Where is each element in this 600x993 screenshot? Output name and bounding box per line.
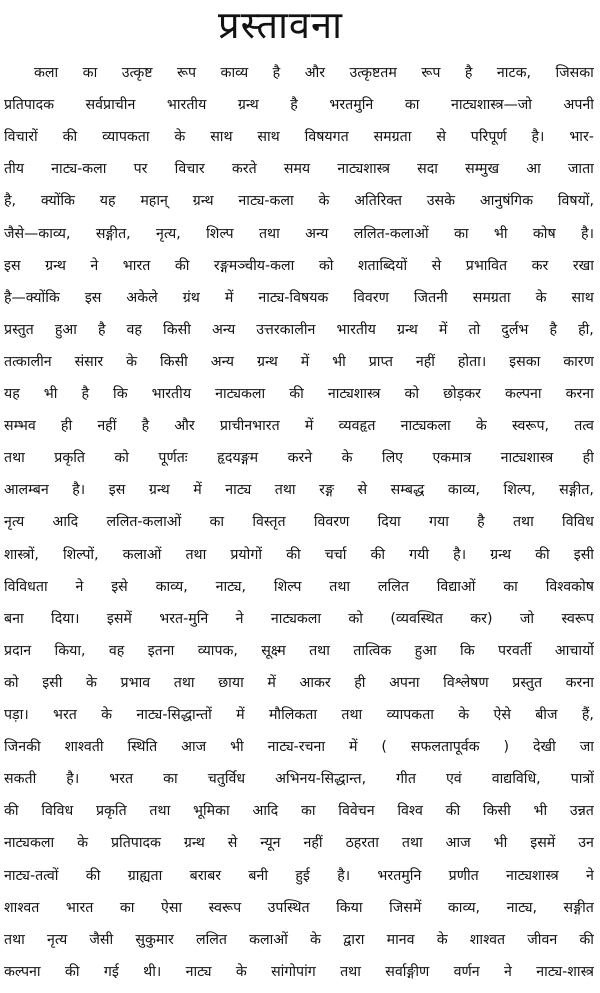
text-line: इस ग्रन्थ ने भारत की रङ्गमञ्चीय-कला को शताब्दियों से प्रभावित कर रखा: [4, 257, 594, 274]
text-line: तथा नृत्य जैसी सुकुमार ललित कलाओं के द्वारा मानव के शाश्वत जीवन की: [4, 931, 594, 948]
text-line: विविधता ने इसे काव्य, नाट्य, शिल्प तथा ललित विद्याओं का विश्वकोष: [4, 578, 594, 595]
text-line: तीय नाट्य-कला पर विचार करते समय नाट्यशास्त्र सदा सम्मुख आ जाता: [4, 161, 594, 178]
text-line: की विविध प्रकृति तथा भूमिका आदि का विवेचन विश्व की किसी भी उन्नत: [4, 803, 594, 820]
text-line: सकती है। भरत का चतुर्विध अभिनय-सिद्धान्त, गीत एवं वाद्यविधि, पात्रों: [4, 771, 594, 788]
text-line: सम्भव ही नहीं है और प्राचीनभारत में व्यवहृत नाट्यकला के स्वरूप, तत्व: [4, 418, 594, 435]
text-line: विचारों की व्यापकता के साथ साथ विषयगत समग्रता से परिपूर्ण है। भार-: [4, 129, 594, 146]
text-line: बना दिया। इसमें भरत-मुनि ने नाट्यकला को (व्यवस्थित कर) जो स्वरूप: [4, 610, 594, 627]
text-line: जिनकी शाश्वती स्थिति आज भी नाट्य-रचना में ( सफलतापूर्वक ) देखी जा: [4, 739, 594, 756]
text-line: कल्पना की गई थी। नाट्य के सांगोपांग तथा सर्वाङ्गीण वर्णन ने नाट्य-शास्त्र: [4, 963, 594, 980]
text-line: तथा प्रकृति को पूर्णतः हृदयङ्गम करने के लिए एकमात्र नाट्यशास्त्र ही: [4, 450, 594, 467]
text-line: शास्त्रों, शिल्पों, कलाओं तथा प्रयोगों की चर्चा की गयी है। ग्रन्थ की इसी: [4, 546, 594, 563]
text-line: नाट्य-तत्वों की ग्राह्यता बराबर बनी हुई है। भरतमुनि प्रणीत नाट्यशास्त्र ने: [4, 867, 594, 884]
text-line: को इसी के प्रभाव तथा छाया में आकर ही अपना विश्लेषण प्रस्तुत करना: [4, 674, 594, 691]
text-line: तत्कालीन संसार के किसी अन्य ग्रन्थ में भी प्राप्त नहीं होता। इसका कारण: [4, 353, 594, 370]
text-line: प्रस्तुत हुआ है वह किसी अन्य उत्तरकालीन भारतीय ग्रन्थ में तो दुर्लभ है ही,: [4, 321, 594, 338]
text-line: है, क्योंकि यह महान् ग्रन्थ नाट्य-कला के अतिरिक्त उसके आनुषंगिक विषयों,: [4, 193, 594, 210]
text-line: जैसे—काव्य, सङ्गीत, नृत्य, शिल्प तथा अन्य ललित-कलाओं का भी कोष है।: [4, 225, 594, 242]
text-line: नृत्य आदि ललित-कलाओं का विस्तृत विवरण दिया गया है तथा विविध: [4, 514, 594, 531]
text-line: पड़ा। भरत के नाट्य-सिद्धान्तों में मौलिकता तथा व्यापकता के ऐसे बीज हैं,: [4, 707, 594, 723]
text-line: प्रदान किया, वह इतना व्यापक, सूक्ष्म तथा तात्विक हुआ कि परवर्ती आचार्यो: [4, 642, 594, 659]
text-line: नाट्यकला के प्रतिपादक ग्रन्थ से न्यून नहीं ठहरता तथा आज भी इसमें उन: [4, 835, 594, 852]
text-line: प्रतिपादक सर्वप्राचीन भारतीय ग्रन्थ है भरतमुनि का नाट्यशास्त्र—जो अपनी: [4, 97, 594, 114]
text-line: कला का उत्कृष्ट रूप काव्य है और उत्कृष्टतम रूप है नाटक, जिसका: [34, 65, 594, 81]
text-line: है—क्योंकि इस अकेले ग्रंथ में नाट्य-विषयक विवरण जितनी समग्रता के साथ: [4, 289, 594, 306]
text-line: आलम्बन है। इस ग्रन्थ में नाट्य तथा रङ्ग से सम्बद्ध काव्य, शिल्प, सङ्गीत,: [4, 482, 594, 499]
page-title: प्रस्तावना: [218, 3, 343, 47]
text-line: शाश्वत भारत का ऐसा स्वरूप उपस्थित किया जिसमें काव्य, नाट्य, सङ्गीत: [4, 899, 594, 916]
text-line: यह भी है कि भारतीय नाट्यकला की नाट्यशास्त्र को छोड़कर कल्पना करना: [4, 386, 594, 402]
